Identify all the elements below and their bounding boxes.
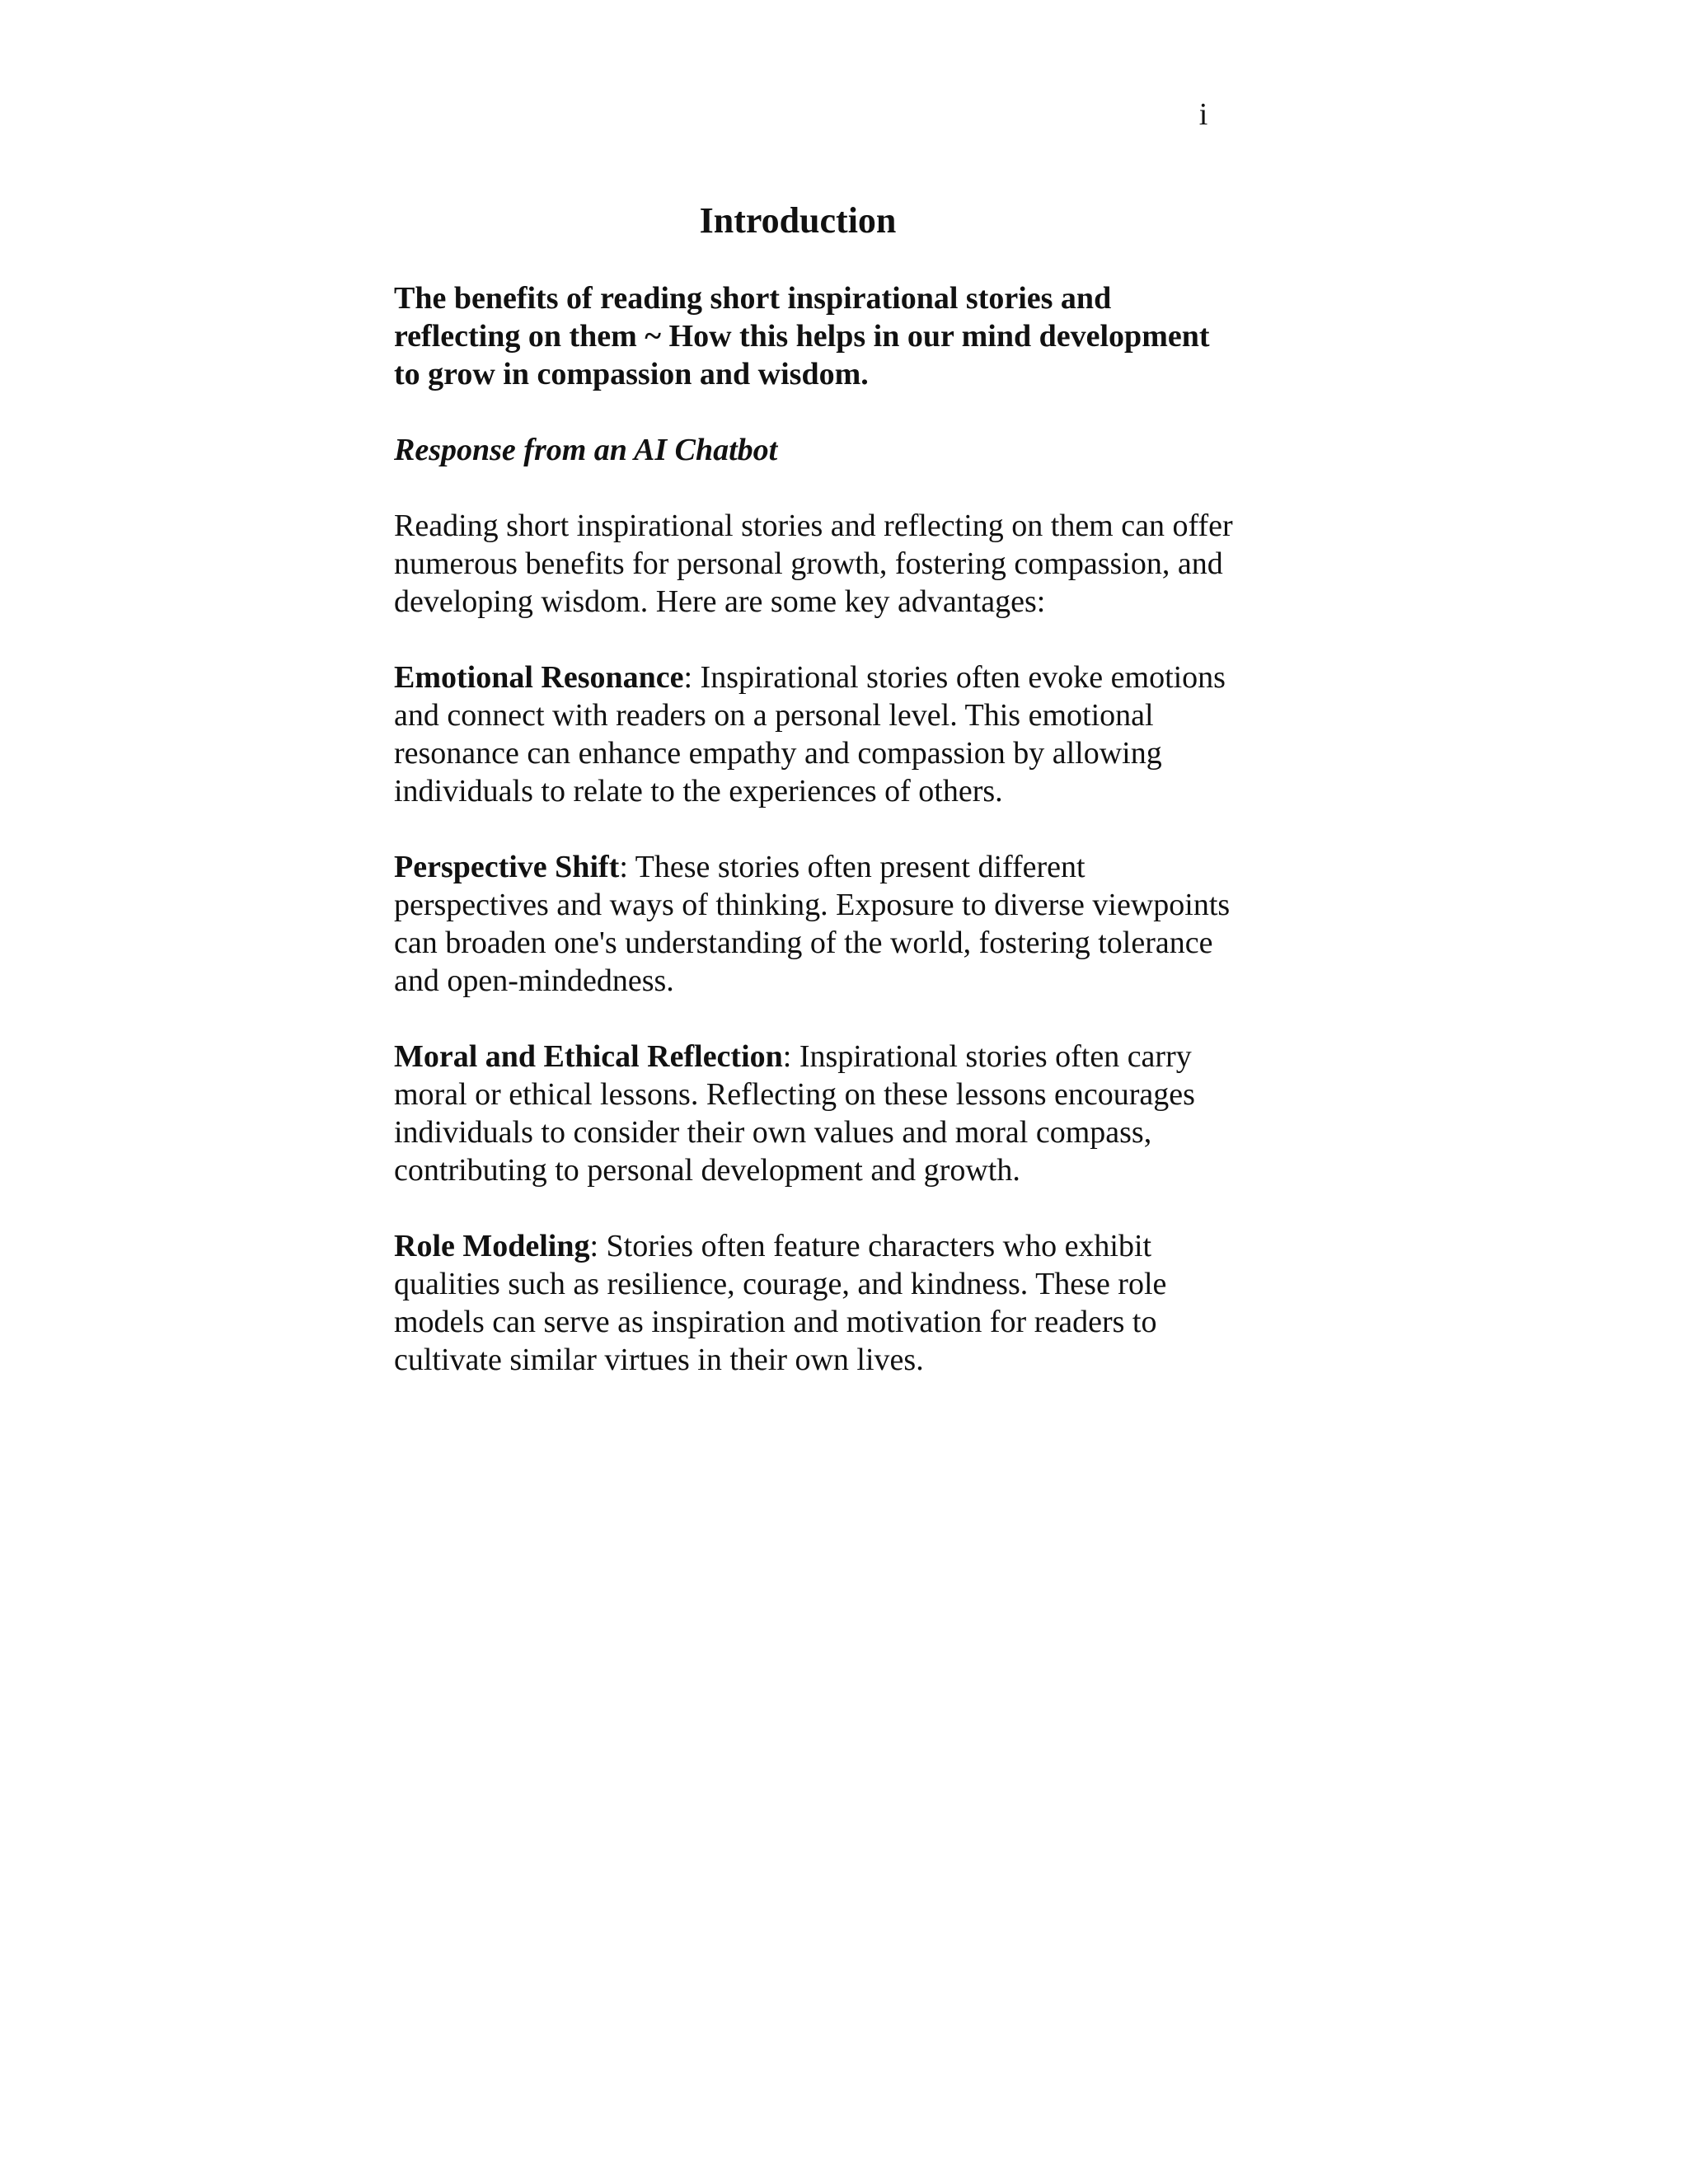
lead-paragraph: Reading short inspirational stories and reflecting on them can offer numerous benefits for personal growth, fostering compassion, and developing wisdom. Here are some key advantages: <box>394 508 1233 619</box>
benefit-paragraph-role-modeling <box>394 1227 1235 1379</box>
page-number: i <box>1198 97 1208 132</box>
benefit-paragraph-perspective-shift <box>394 848 1235 1000</box>
benefit-term: Moral and Ethical Reflection <box>394 1038 783 1074</box>
benefit-text: : These stories often present different perspectives and ways of thinking. Exposure to diverse viewpoints can broaden one's understanding of the world, fostering tolerance and open-mindedness. <box>394 849 1231 998</box>
attribution-line: Response from an AI Chatbot <box>394 432 778 467</box>
benefit-term: Role Modeling <box>394 1228 590 1263</box>
benefit-term: Emotional Resonance <box>394 659 684 695</box>
page-content <box>394 190 1235 1379</box>
benefit-text: : Inspirational stories often carry moral or ethical lessons. Reflecting on these lessons encourages individuals to consider their own values and moral compass, contributing to personal development and growth. <box>394 1038 1195 1188</box>
benefit-term: Perspective Shift <box>394 849 620 884</box>
benefit-paragraph-moral-ethical-reflection <box>394 1038 1235 1189</box>
benefit-text: : Stories often feature characters who exhibit qualities such as resilience, courage, and kindness. These role models can serve as inspiration and motivation for readers to cultivate similar virtues in their own lives. <box>394 1228 1167 1377</box>
chapter-subtitle: The benefits of reading short inspirational stories and reflecting on them ~ How this helps in our mind development to grow in compassion and wisdom. <box>394 280 1210 391</box>
benefit-paragraph-emotional-resonance <box>394 658 1235 810</box>
chapter-title: Introduction <box>699 200 897 241</box>
benefit-text: : Inspirational stories often evoke emotions and connect with readers on a personal level. This emotional resonance can enhance empathy and compassion by allowing individuals to relate to the experiences of others. <box>394 659 1226 808</box>
